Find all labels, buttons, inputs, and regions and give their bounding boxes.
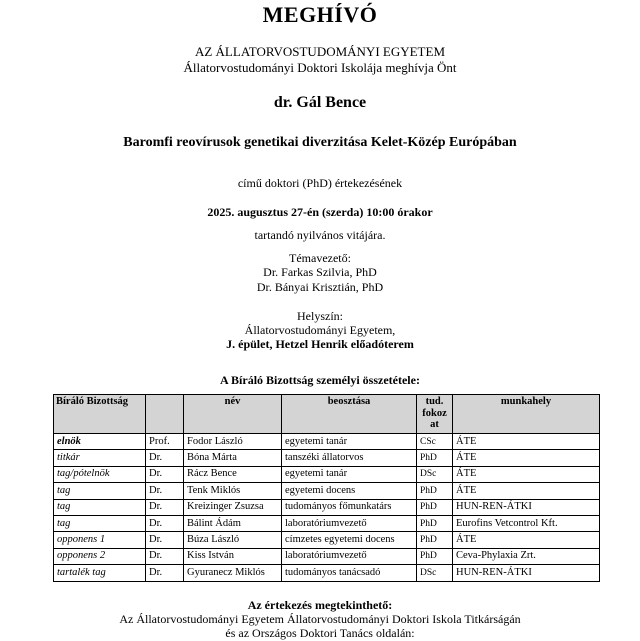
cell-name: Rácz Bence — [184, 466, 282, 482]
cell-degree: PhD — [417, 548, 453, 564]
document-title: MEGHÍVÓ — [262, 2, 378, 27]
cell-position: laboratóriumvezető — [282, 548, 417, 564]
cell-name: Bóna Márta — [184, 450, 282, 466]
cell-title: Dr. — [146, 499, 184, 515]
table-row — [54, 434, 600, 450]
cell-title: Dr. — [146, 515, 184, 531]
cell-title: Prof. — [146, 434, 184, 450]
venue-line-2: J. épület, Hetzel Henrik előadóterem — [226, 337, 414, 351]
supervisor-2: Dr. Bányai Krisztián, PhD — [256, 280, 384, 294]
cell-name: Gyuranecz Miklós — [184, 565, 282, 581]
view-line-2: és az Országos Doktori Tanács oldalán: — [225, 626, 415, 640]
table-row — [54, 450, 600, 466]
cell-workplace: ÁTE — [453, 450, 600, 466]
cell-workplace: Eurofins Vetcontrol Kft. — [453, 515, 600, 531]
cell-workplace: ÁTE — [453, 466, 600, 482]
table-row — [54, 483, 600, 499]
cell-role: tartalék tag — [54, 565, 146, 581]
cell-title: Dr. — [146, 532, 184, 548]
cell-role: tag — [54, 515, 146, 531]
cell-position: laboratóriumvezető — [282, 515, 417, 531]
debate-line: tartandó nyilvános vitájára. — [254, 228, 386, 242]
cell-title: Dr. — [146, 466, 184, 482]
cell-position: egyetemi tanár — [282, 466, 417, 482]
candidate-name: dr. Gál Bence — [273, 94, 367, 111]
cell-degree: PhD — [417, 499, 453, 515]
cell-role: opponens 2 — [54, 548, 146, 564]
cell-name: Bálint Ádám — [184, 515, 282, 531]
table-row — [54, 548, 600, 564]
header-name: név — [184, 395, 282, 434]
cell-role: tag — [54, 499, 146, 515]
cell-workplace: ÁTE — [453, 532, 600, 548]
header-degree: tud. fokoz at — [417, 395, 453, 434]
cell-role: tag/pótelnök — [54, 466, 146, 482]
cell-name: Búza László — [184, 532, 282, 548]
thesis-title: Baromfi reovírusok genetikai diverzitása Kelet-Közép Európában — [123, 135, 517, 150]
cell-workplace: HUN-REN-ÁTKI — [453, 499, 600, 515]
header-title-blank — [146, 395, 184, 434]
venue-label: Helyszín: — [297, 309, 343, 323]
cell-role: tag — [54, 483, 146, 499]
thesis-type: című doktori (PhD) értekezésének — [237, 176, 403, 190]
cell-workplace: HUN-REN-ÁTKI — [453, 565, 600, 581]
table-row — [54, 515, 600, 531]
cell-position: egyetemi tanár — [282, 434, 417, 450]
venue-line-1: Állatorvostudományi Egyetem, — [244, 323, 396, 337]
committee-table — [53, 394, 600, 582]
cell-workplace: Ceva-Phylaxia Zrt. — [453, 548, 600, 564]
cell-position: egyetemi docens — [282, 483, 417, 499]
cell-name: Fodor László — [184, 434, 282, 450]
committee-heading: A Bíráló Bizottság személyi összetétele: — [220, 373, 420, 387]
table-row — [54, 466, 600, 482]
cell-degree: DSc — [417, 466, 453, 482]
cell-degree: CSc — [417, 434, 453, 450]
header-position: beosztása — [282, 395, 417, 434]
cell-title: Dr. — [146, 565, 184, 581]
cell-name: Kreizinger Zsuzsa — [184, 499, 282, 515]
cell-workplace: ÁTE — [453, 483, 600, 499]
view-line-1: Az Állatorvostudományi Egyetem Állatorvostudományi Doktori Iskola Titkárságán — [119, 612, 521, 626]
table-row — [54, 499, 600, 515]
table-row — [54, 532, 600, 548]
cell-role: titkár — [54, 450, 146, 466]
cell-degree: PhD — [417, 515, 453, 531]
view-heading: Az értekezés megtekinthető: — [247, 598, 393, 612]
cell-position: címzetes egyetemi docens — [282, 532, 417, 548]
cell-workplace: ÁTE — [453, 434, 600, 450]
cell-role: opponens 1 — [54, 532, 146, 548]
supervisor-1: Dr. Farkas Szilvia, PhD — [263, 265, 377, 279]
cell-position: tudományos főmunkatárs — [282, 499, 417, 515]
cell-title: Dr. — [146, 548, 184, 564]
cell-degree: PhD — [417, 483, 453, 499]
cell-degree: PhD — [417, 532, 453, 548]
cell-name: Kiss István — [184, 548, 282, 564]
cell-title: Dr. — [146, 450, 184, 466]
cell-degree: PhD — [417, 450, 453, 466]
supervisors-label: Témavezető: — [289, 251, 351, 265]
cell-name: Tenk Miklós — [184, 483, 282, 499]
table-row — [54, 565, 600, 581]
cell-role: elnök — [54, 434, 146, 450]
header-workplace: munkahely — [453, 395, 600, 434]
defense-date-time: 2025. augusztus 27-én (szerda) 10:00 órakor — [207, 205, 433, 219]
cell-position: tudományos tanácsadó — [282, 565, 417, 581]
invite-line: Állatorvostudományi Doktori Iskolája meghívja Önt — [183, 60, 457, 75]
table-header-row — [54, 395, 600, 434]
header-committee: Bíráló Bizottság — [54, 395, 146, 434]
university-name: AZ ÁLLATORVOSTUDOMÁNYI EGYETEM — [194, 44, 446, 59]
cell-degree: DSc — [417, 565, 453, 581]
cell-title: Dr. — [146, 483, 184, 499]
cell-position: tanszéki állatorvos — [282, 450, 417, 466]
